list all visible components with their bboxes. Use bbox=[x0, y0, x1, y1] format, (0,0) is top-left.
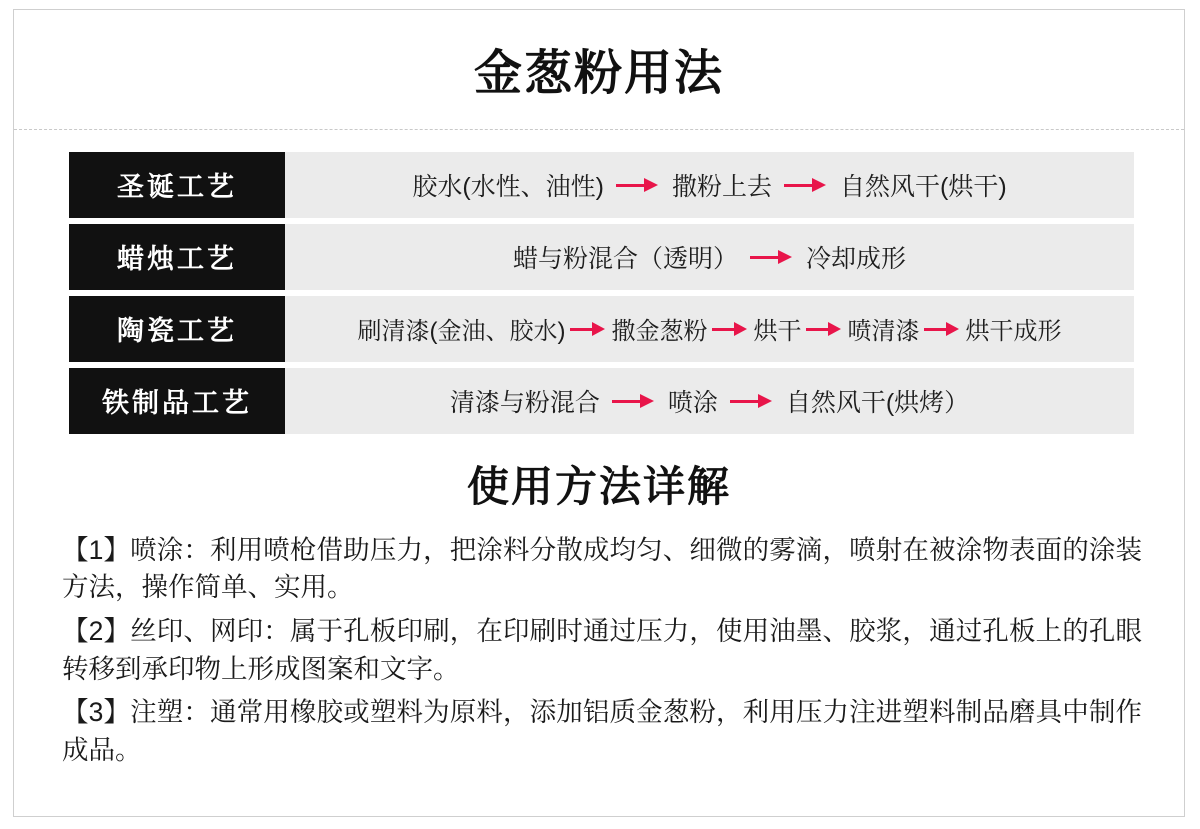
arrow-right-icon bbox=[730, 394, 774, 408]
process-step: 撒金葱粉 bbox=[611, 318, 708, 346]
process-label: 圣诞工艺 bbox=[69, 152, 285, 218]
arrow-right-icon bbox=[750, 250, 794, 264]
process-label: 蜡烛工艺 bbox=[69, 224, 285, 290]
process-label: 铁制品工艺 bbox=[69, 368, 285, 434]
process-step: 清漆与粉混合 bbox=[449, 388, 600, 417]
table-row bbox=[69, 368, 1134, 434]
process-step: 自然风干(烘干) bbox=[840, 172, 1007, 201]
process-steps bbox=[285, 296, 1134, 362]
process-steps bbox=[285, 152, 1134, 218]
document-page bbox=[13, 9, 1185, 817]
arrow-right-icon bbox=[570, 322, 606, 336]
process-steps bbox=[285, 368, 1134, 434]
process-step: 喷涂 bbox=[667, 388, 718, 417]
title-divider bbox=[14, 129, 1184, 130]
arrow-right-icon bbox=[616, 178, 660, 192]
process-step: 冷却成形 bbox=[806, 244, 907, 273]
arrow-right-icon bbox=[924, 322, 960, 336]
process-step: 刷清漆(金油、胶水) bbox=[357, 318, 566, 346]
process-step: 蜡与粉混合（透明） bbox=[512, 244, 738, 273]
process-step: 胶水(水性、油性) bbox=[412, 172, 604, 201]
arrow-right-icon bbox=[612, 394, 656, 408]
details-body bbox=[14, 514, 1184, 770]
process-table bbox=[14, 152, 1184, 434]
page-title: 金葱粉用法 bbox=[473, 47, 724, 100]
process-steps bbox=[285, 224, 1134, 290]
arrow-right-icon bbox=[784, 178, 828, 192]
section-title: 使用方法详解 bbox=[466, 462, 731, 510]
detail-paragraph: 【2】丝印、网印：属于孔板印刷，在印刷时通过压力，使用油墨、胶浆，通过孔板上的孔眼转移到承印物上形成图案和文字。 bbox=[62, 616, 1142, 684]
table-row bbox=[69, 296, 1134, 362]
process-step: 烘干 bbox=[753, 318, 802, 346]
arrow-right-icon bbox=[712, 322, 748, 336]
process-step: 喷清漆 bbox=[847, 318, 920, 346]
arrow-right-icon bbox=[806, 322, 842, 336]
detail-paragraph: 【3】注塑：通常用橡胶或塑料为原料，添加铝质金葱粉，利用压力注进塑料制品磨具中制作成品。 bbox=[62, 697, 1142, 765]
detail-paragraph: 【1】喷涂：利用喷枪借助压力，把涂料分散成均匀、细微的雾滴，喷射在被涂物表面的涂装方法，操作简单、实用。 bbox=[62, 534, 1142, 603]
process-step: 自然风干(烘烤） bbox=[785, 388, 970, 417]
process-label: 陶瓷工艺 bbox=[69, 296, 285, 362]
process-step: 烘干成形 bbox=[965, 318, 1062, 346]
table-row bbox=[69, 152, 1134, 218]
process-step: 撒粉上去 bbox=[671, 172, 772, 201]
table-row bbox=[69, 224, 1134, 290]
